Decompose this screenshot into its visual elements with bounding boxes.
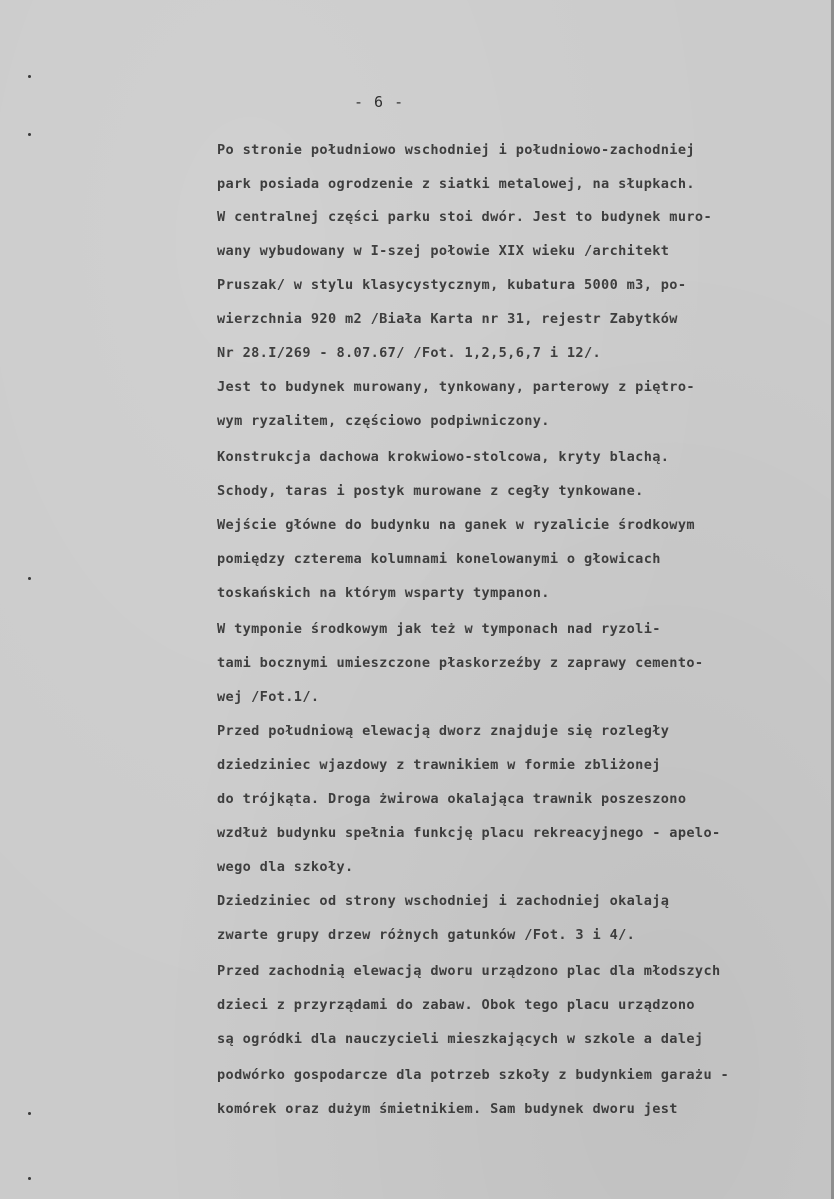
text-line: park posiada ogrodzenie z siatki metalowej, na słupkach.	[217, 176, 695, 192]
text-line: wej /Fot.1/.	[217, 689, 320, 705]
text-line: dziedziniec wjazdowy z trawnikiem w formie zbliżonej	[217, 757, 661, 773]
text-line: wierzchnia 920 m2 /Biała Karta nr 31, rejestr Zabytków	[217, 311, 678, 327]
text-line: komórek oraz dużym śmietnikiem. Sam budynek dworu jest	[217, 1101, 678, 1117]
text-line: Jest to budynek murowany, tynkowany, parterowy z piętro-	[217, 379, 695, 395]
text-line: dzieci z przyrządami do zabaw. Obok tego placu urządzono	[217, 997, 695, 1013]
text-line: Przed zachodnią elewacją dworu urządzono plac dla młodszych	[217, 963, 721, 979]
text-line: tami bocznymi umieszczone płaskorzeźby z zaprawy cemento-	[217, 655, 704, 671]
text-line: zwarte grupy drzew różnych gatunków /Fot. 3 i 4/.	[217, 927, 636, 943]
page-number: - 6 -	[354, 93, 405, 111]
text-line: toskańskich na którym wsparty tympanon.	[217, 585, 550, 601]
text-line: Nr 28.I/269 - 8.07.67/ /Fot. 1,2,5,6,7 i 12/.	[217, 345, 602, 361]
text-line: W centralnej części parku stoi dwór. Jest to budynek muro-	[217, 209, 712, 225]
margin-dot	[28, 1112, 31, 1115]
text-line: Wejście główne do budynku na ganek w ryzalicie środkowym	[217, 517, 695, 533]
text-line: Pruszak/ w stylu klasycystycznym, kubatura 5000 m3, po-	[217, 277, 687, 293]
text-line: podwórko gospodarcze dla potrzeb szkoły z budynkiem garażu -	[217, 1067, 730, 1083]
text-line: wany wybudowany w I-szej połowie XIX wieku /architekt	[217, 243, 670, 259]
text-line: W tymponie środkowym jak też w tymponach nad ryzoli-	[217, 621, 661, 637]
text-line: Konstrukcja dachowa krokwiowo-stolcowa, kryty blachą.	[217, 449, 670, 465]
margin-dot	[28, 133, 31, 136]
text-line: Przed południową elewacją dworz znajduje się rozległy	[217, 723, 670, 739]
margin-dot	[28, 577, 31, 580]
margin-dot	[28, 1177, 31, 1180]
text-line: wzdłuż budynku spełnia funkcję placu rekreacyjnego - apelo-	[217, 825, 721, 841]
text-line: pomiędzy czterema kolumnami konelowanymi o głowicach	[217, 551, 661, 567]
text-line: wym ryzalitem, częściowo podpiwniczony.	[217, 413, 550, 429]
text-line: Dziedziniec od strony wschodniej i zachodniej okalają	[217, 893, 670, 909]
text-line: Po stronie południowo wschodniej i południowo-zachodniej	[217, 142, 695, 158]
text-line: są ogródki dla nauczycieli mieszkających w szkole a dalej	[217, 1031, 704, 1047]
text-line: do trójkąta. Droga żwirowa okalająca trawnik poszeszono	[217, 791, 687, 807]
text-line: Schody, taras i postyk murowane z cegły tynkowane.	[217, 483, 644, 499]
text-line: wego dla szkoły.	[217, 859, 354, 875]
margin-dot	[28, 75, 31, 78]
